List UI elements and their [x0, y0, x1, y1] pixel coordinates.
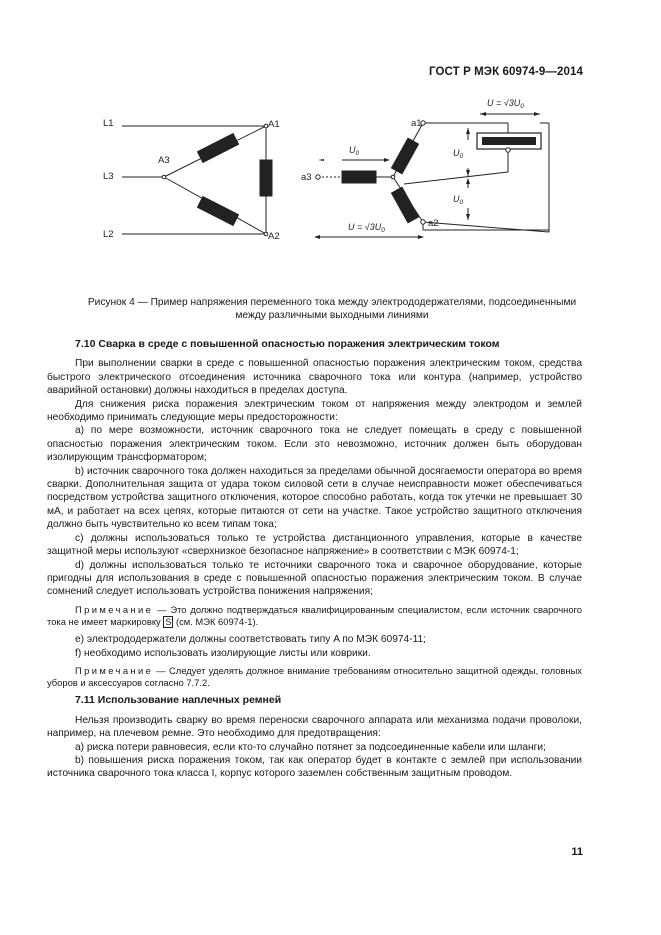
label-u-root3-top: $U = √3U_0$ [487, 98, 524, 110]
label-a3: a3 [301, 172, 312, 183]
label-u0-lower: $U_0$ [453, 194, 464, 206]
section-7-11-item-a: a) риска потери равновесия, если кто-то случайно потянет за подсоединенные кабели или шланги; [75, 741, 546, 753]
caption-line-1: Рисунок 4 — Пример напряжения переменного тока между электрододержателями, подсоединенными [87, 297, 577, 308]
label-L1: L1 [103, 118, 114, 129]
figure-4-diagram [0, 80, 661, 280]
section-7-10-paragraph-1: При выполнении сварки в среде с повышенной опасностью поражения электрическим током, средства быстрого электрического отсоединения источника сварочного тока или контура (например, устройство аварийной остановки) должны находиться в пределах доступа. [47, 358, 582, 397]
impedance-A3-A1 [197, 134, 238, 163]
impedance-A1-A2 [260, 160, 272, 196]
label-a2: a2 [428, 218, 439, 229]
note-2-label: Примечание [75, 664, 154, 676]
label-A2: A2 [268, 231, 280, 242]
note-1-label: Примечание [75, 603, 154, 615]
caption-line-2: между различными выходными линиями [235, 310, 429, 321]
list-item-d: d) должны использоваться только те источники сварочного тока и сварочное оборудование, которые пригодны для использования в среде с повышенной опасностью поражения электрическим током. В случае сомнений следует использовать устройства понижения напряжения; [47, 559, 582, 598]
section-7-11-title: 7.11 Использование наплечных ремней [75, 694, 282, 707]
impedance-A3-A2 [197, 197, 238, 226]
label-u0-upper: $U_0$ [453, 148, 464, 160]
note-2 [47, 665, 582, 689]
label-u-root3-bottom: $U = √3U_0$ [348, 222, 385, 234]
note-1-text-b: (см. МЭК 60974-1). [173, 615, 259, 627]
note-1 [47, 604, 582, 628]
label-A1: A1 [268, 119, 280, 130]
section-7-11-item-b: b) повышения риска поражения током, так как оператор будет в контакте с землей при использовании источника сварочного тока класса I, корпус которого заземлен собственным защитным проводом. [47, 754, 582, 780]
arrow-left-u0 [318, 159, 324, 161]
label-L2: L2 [103, 229, 114, 240]
impedance-a3 [342, 171, 376, 183]
page-number: 11 [571, 846, 583, 858]
list-item-c: c) должны использоваться только те устройства дистанционного управления, которые в качестве защитной меры используют «сверхнизкое безопасное напряжение» в соответствии с МЭК 60974-1; [47, 532, 582, 558]
impedance-a2 [392, 187, 419, 223]
list-item-e: e) электрододержатели должны соответствовать типу A по МЭК 60974-11; [75, 634, 427, 646]
s-mark-symbol: S [165, 616, 172, 627]
list-item-b: b) источник сварочного тока должен находиться за пределами обычной досягаемости оператора во время сварки. Дополнительная защита от удара током силовой сети в случае неисправности может обеспечиваться посредством устройства защитного отключения, которое способно работать, когда ток утечки не превышает 30 мА, и работает на всех цепях, которые питаются от сети на участке. Такое устройство защитного отключения должно быть чувствительно ко всем типам тока; [47, 465, 582, 531]
section-7-10-paragraph-2: Для снижения риска поражения электрическим током от напряжения между электродом и землей необходимо принимать следующие меры предосторожности: [47, 398, 582, 424]
note-2-text: — Следует уделять должное внимание требованиям относительно защитной одежды, головных уборов и аксессуаров согласно 7.7.2. [47, 664, 582, 689]
section-7-11-paragraph-1: Нельзя производить сварку во время переноски сварочного аппарата или механизма подачи проволоки, например, на плечевом ремне. Это необходимо для предотвращения: [47, 714, 582, 740]
figure-caption [47, 296, 617, 322]
list-item-f: f) необходимо использовать изолирующие листы или коврики. [75, 647, 371, 659]
label-u0-horizontal: $U_0$ [349, 145, 360, 157]
label-A3: A3 [158, 155, 170, 166]
section-7-10-title: 7.10 Сварка в среде с повышенной опасностью поражения электрическим током [75, 338, 500, 350]
main-text [47, 338, 582, 781]
impedance-a1 [392, 138, 419, 174]
voltmeter-icon [477, 133, 541, 149]
label-a1: a1 [411, 118, 422, 129]
label-L3: L3 [103, 171, 114, 182]
standard-header: ГОСТ Р МЭК 60974-9—2014 [429, 66, 583, 78]
list-item-a: a) по мере возможности, источник сварочного тока не следует помещать в среду с повышенной опасностью поражения электрическим током. Если это невозможно, источник должен быть оборудован изолирующим трансформатором; [47, 425, 582, 464]
note-1-text-a: — Это должно подтверждаться квалифицированным специалистом, если источник сварочного тока не имеет маркировку [47, 603, 582, 627]
